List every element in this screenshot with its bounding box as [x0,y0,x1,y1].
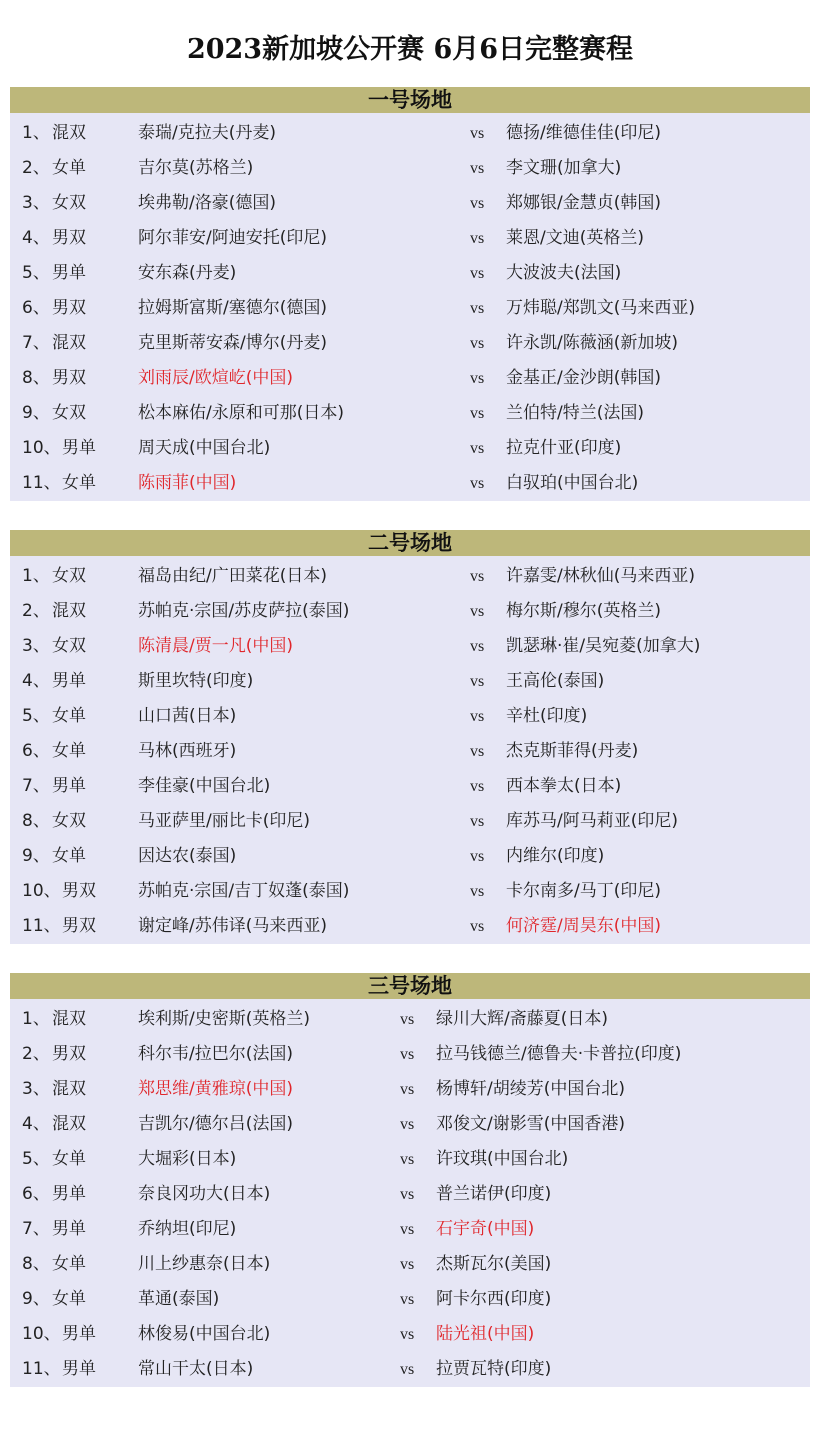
player-2: 万炜聪/郑凯文(马来西亚) [506,298,695,318]
match-number: 3、 [22,1079,50,1099]
vs-label: vs [470,778,485,795]
player-1: 安东森(丹麦) [138,263,237,283]
vs-label: vs [470,265,485,282]
match-row [10,256,810,291]
player-2: 何济霆/周昊东(中国) [506,916,661,936]
match-row [10,221,810,256]
match-number: 3、 [22,193,50,213]
match-number: 10、 [22,1324,61,1344]
player-2: 李文珊(加拿大) [506,158,622,178]
match-number: 2、 [22,1044,50,1064]
player-1: 林俊易(中国台北) [138,1324,271,1344]
player-2: 梅尔斯/穆尔(英格兰) [506,601,661,621]
match-list [10,999,810,1387]
player-1: 谢定峰/苏伟译(马来西亚) [138,916,327,936]
event-type: 女单 [52,706,86,726]
match-row [10,431,810,466]
vs-label: vs [470,813,485,830]
player-1: 周天成(中国台北) [138,438,271,458]
match-number: 2、 [22,601,50,621]
player-2: 莱恩/文迪(英格兰) [506,228,644,248]
player-2: 杰克斯菲得(丹麦) [506,741,639,761]
event-type: 女双 [52,566,86,586]
player-2: 白驭珀(中国台北) [506,473,639,493]
court-header: 二号场地 [10,530,810,556]
match-number: 3、 [22,636,50,656]
vs-label: vs [400,1046,415,1063]
player-1: 斯里坎特(印度) [138,671,254,691]
vs-label: vs [400,1361,415,1378]
match-number: 10、 [22,881,61,901]
match-number: 1、 [22,1009,50,1029]
player-2: 许永凯/陈薇涵(新加坡) [506,333,678,353]
player-1: 埃弗勒/洛豪(德国) [138,193,276,213]
match-number: 8、 [22,811,50,831]
player-1: 苏帕克·宗国/吉丁奴蓬(泰国) [138,881,350,901]
vs-label: vs [470,335,485,352]
match-number: 10、 [22,438,61,458]
event-type: 男双 [62,881,96,901]
match-number: 11、 [22,1359,61,1379]
vs-label: vs [470,125,485,142]
vs-label: vs [470,475,485,492]
match-row [10,1352,810,1387]
match-number: 1、 [22,123,50,143]
player-2: 郑娜银/金慧贞(韩国) [506,193,661,213]
match-list [10,113,810,501]
player-2: 库苏马/阿马莉亚(印尼) [506,811,678,831]
player-1: 拉姆斯富斯/塞德尔(德国) [138,298,327,318]
vs-label: vs [400,1256,415,1273]
match-number: 4、 [22,228,50,248]
player-1: 奈良冈功大(日本) [138,1184,271,1204]
player-1: 苏帕克·宗国/苏皮萨拉(泰国) [138,601,350,621]
player-2: 普兰诺伊(印度) [436,1184,552,1204]
match-number: 9、 [22,1289,50,1309]
player-1: 松本麻佑/永原和可那(日本) [138,403,344,423]
match-row [10,769,810,804]
match-number: 4、 [22,671,50,691]
match-row [10,151,810,186]
player-1: 川上纱惠奈(日本) [138,1254,271,1274]
match-row [10,361,810,396]
event-type: 男单 [52,671,86,691]
vs-label: vs [400,1221,415,1238]
court-header: 三号场地 [10,973,810,999]
page-title: 2023新加坡公开赛 6月6日完整赛程 [186,34,634,65]
court-3-section [10,973,810,1387]
match-number: 5、 [22,263,50,283]
event-type: 女单 [52,158,86,178]
player-1: 刘雨辰/欧煊屹(中国) [138,368,293,388]
player-1: 陈雨菲(中国) [138,473,237,493]
event-type: 女双 [52,403,86,423]
vs-label: vs [470,300,485,317]
vs-label: vs [470,603,485,620]
player-2: 兰伯特/特兰(法国) [506,403,644,423]
vs-label: vs [400,1081,415,1098]
match-row [10,804,810,839]
vs-label: vs [470,743,485,760]
player-1: 李佳豪(中国台北) [138,776,271,796]
player-1: 乔纳坦(印尼) [138,1219,237,1239]
event-type: 男双 [52,228,86,248]
player-2: 杨博轩/胡绫芳(中国台北) [436,1079,625,1099]
event-type: 混双 [52,601,86,621]
event-type: 男单 [62,438,96,458]
player-1: 陈清晨/贾一凡(中国) [138,636,293,656]
match-number: 7、 [22,333,50,353]
event-type: 男单 [62,1324,96,1344]
match-number: 4、 [22,1114,50,1134]
player-2: 辛杜(印度) [506,706,588,726]
player-1: 山口茜(日本) [138,706,237,726]
match-number: 7、 [22,1219,50,1239]
event-type: 混双 [52,1079,86,1099]
event-type: 女双 [52,193,86,213]
match-row [10,559,810,594]
event-type: 混双 [52,1114,86,1134]
match-row [10,1212,810,1247]
vs-label: vs [400,1011,415,1028]
vs-label: vs [400,1186,415,1203]
player-1: 福岛由纪/广田菜花(日本) [138,566,327,586]
match-number: 6、 [22,298,50,318]
player-2: 大波波夫(法国) [506,263,622,283]
match-row [10,1142,810,1177]
player-1: 阿尔菲安/阿迪安托(印尼) [138,228,327,248]
player-2: 西本拳太(日本) [506,776,622,796]
match-number: 7、 [22,776,50,796]
match-row [10,1177,810,1212]
vs-label: vs [400,1326,415,1343]
player-2: 阿卡尔西(印度) [436,1289,552,1309]
match-row [10,291,810,326]
player-1: 革通(泰国) [138,1289,220,1309]
match-number: 6、 [22,741,50,761]
court-1-section [10,87,810,501]
player-2: 许嘉雯/林秋仙(马来西亚) [506,566,695,586]
vs-label: vs [470,883,485,900]
match-number: 6、 [22,1184,50,1204]
match-row [10,1072,810,1107]
vs-label: vs [470,405,485,422]
vs-label: vs [470,195,485,212]
vs-label: vs [470,673,485,690]
player-2: 拉马钱德兰/德鲁夫·卡普拉(印度) [436,1044,682,1064]
player-2: 拉克什亚(印度) [506,438,622,458]
event-type: 男双 [52,368,86,388]
match-list [10,556,810,944]
event-type: 男双 [52,1044,86,1064]
player-1: 科尔韦/拉巴尔(法国) [138,1044,293,1064]
match-row [10,1247,810,1282]
match-number: 9、 [22,403,50,423]
vs-label: vs [470,160,485,177]
match-row [10,874,810,909]
match-number: 5、 [22,706,50,726]
event-type: 混双 [52,1009,86,1029]
player-2: 绿川大辉/斋藤夏(日本) [436,1009,608,1029]
event-type: 男单 [62,1359,96,1379]
player-2: 邓俊文/谢影雪(中国香港) [436,1114,625,1134]
event-type: 女双 [52,811,86,831]
player-2: 卡尔南多/马丁(印尼) [506,881,661,901]
match-number: 2、 [22,158,50,178]
vs-label: vs [470,230,485,247]
match-row [10,839,810,874]
match-row [10,909,810,944]
match-number: 11、 [22,473,61,493]
player-1: 常山干太(日本) [138,1359,254,1379]
match-row [10,326,810,361]
court-header: 一号场地 [10,87,810,113]
player-2: 许玟琪(中国台北) [436,1149,569,1169]
match-row [10,1317,810,1352]
match-number: 11、 [22,916,61,936]
match-row [10,116,810,151]
player-1: 因达农(泰国) [138,846,237,866]
player-2: 杰斯瓦尔(美国) [436,1254,552,1274]
player-2: 石宇奇(中国) [436,1219,535,1239]
vs-label: vs [470,638,485,655]
vs-label: vs [400,1151,415,1168]
vs-label: vs [470,440,485,457]
event-type: 男单 [52,776,86,796]
player-2: 凯瑟琳·崔/吴宛菱(加拿大) [506,636,701,656]
match-row [10,664,810,699]
vs-label: vs [470,370,485,387]
event-type: 女单 [52,1289,86,1309]
player-2: 德扬/维德佳佳(印尼) [506,123,661,143]
player-1: 吉凯尔/德尔吕(法国) [138,1114,293,1134]
event-type: 女单 [52,846,86,866]
match-row [10,1002,810,1037]
vs-label: vs [400,1291,415,1308]
match-row [10,594,810,629]
player-1: 郑思维/黄雅琼(中国) [138,1079,293,1099]
match-row [10,466,810,501]
match-row [10,186,810,221]
player-2: 拉贾瓦特(印度) [436,1359,552,1379]
match-row [10,1037,810,1072]
player-1: 克里斯蒂安森/博尔(丹麦) [138,333,327,353]
event-type: 女单 [62,473,96,493]
vs-label: vs [470,918,485,935]
match-row [10,1282,810,1317]
match-row [10,699,810,734]
event-type: 男单 [52,1219,86,1239]
event-type: 男双 [52,298,86,318]
match-number: 8、 [22,368,50,388]
event-type: 女双 [52,636,86,656]
match-number: 8、 [22,1254,50,1274]
match-number: 9、 [22,846,50,866]
player-1: 马亚萨里/丽比卡(印尼) [138,811,310,831]
player-1: 大堀彩(日本) [138,1149,237,1169]
event-type: 男单 [52,1184,86,1204]
vs-label: vs [470,568,485,585]
vs-label: vs [400,1116,415,1133]
match-number: 1、 [22,566,50,586]
player-2: 金基正/金沙朗(韩国) [506,368,661,388]
match-row [10,734,810,769]
player-1: 泰瑞/克拉夫(丹麦) [138,123,276,143]
player-1: 马林(西班牙) [138,741,237,761]
player-2: 王高伦(泰国) [506,671,605,691]
match-row [10,1107,810,1142]
event-type: 女单 [52,741,86,761]
player-2: 内维尔(印度) [506,846,605,866]
event-type: 混双 [52,123,86,143]
match-row [10,396,810,431]
player-1: 埃利斯/史密斯(英格兰) [138,1009,310,1029]
event-type: 女单 [52,1149,86,1169]
event-type: 男双 [62,916,96,936]
event-type: 男单 [52,263,86,283]
vs-label: vs [470,708,485,725]
event-type: 混双 [52,333,86,353]
vs-label: vs [470,848,485,865]
match-number: 5、 [22,1149,50,1169]
court-2-section [10,530,810,944]
player-2: 陆光祖(中国) [436,1324,535,1344]
event-type: 女单 [52,1254,86,1274]
player-1: 吉尔莫(苏格兰) [138,158,254,178]
match-row [10,629,810,664]
